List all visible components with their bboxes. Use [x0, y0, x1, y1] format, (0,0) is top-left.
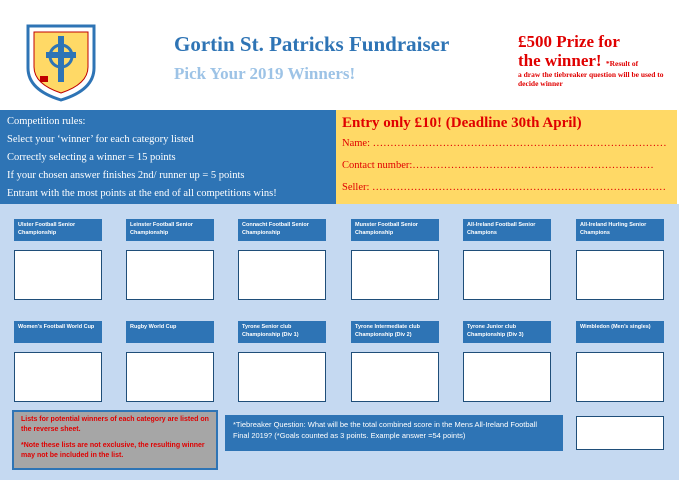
pick-box-munster-football[interactable]: [351, 250, 439, 300]
category-label: Tyrone Junior club Championship (Div 3): [463, 321, 551, 343]
pick-box-rugby-world-cup[interactable]: [126, 352, 214, 402]
pick-box-leinster-football[interactable]: [126, 250, 214, 300]
rules-line: Correctly selecting a winner = 15 points: [7, 152, 176, 163]
pick-box-womens-world-cup[interactable]: [14, 352, 102, 402]
rules-line: Select your ‘winner’ for each category listed: [7, 134, 194, 145]
pick-box-tyrone-intermediate[interactable]: [351, 352, 439, 402]
prize-heading: [518, 32, 638, 70]
pick-box-all-ireland-hurling[interactable]: [576, 250, 664, 300]
page-subtitle: Pick Your 2019 Winners!: [174, 64, 356, 83]
category-label: Ulster Football Senior Championship: [14, 219, 102, 241]
category-label: Tyrone Senior club Championship (Div 1): [238, 321, 326, 343]
entry-panel: [336, 110, 677, 204]
category-label: Women’s Football World Cup: [14, 321, 102, 343]
category-label: Connacht Football Senior Championship: [238, 219, 326, 241]
rules-line: Entrant with the most points at the end of all competitions wins!: [7, 188, 277, 199]
pick-box-tyrone-senior[interactable]: [238, 352, 326, 402]
pick-box-tyrone-junior[interactable]: [463, 352, 551, 402]
rules-line: Competition rules:: [7, 116, 86, 127]
lists-disclaimer-text: *Note these lists are not exclusive, the resulting winner may not be included in the list.: [21, 442, 205, 459]
pick-box-ulster-football[interactable]: [14, 250, 102, 300]
name-field[interactable]: Name: …………………………………………………………………………: [342, 138, 667, 149]
entry-title: Entry only £10! (Deadline 30th April): [342, 115, 582, 131]
lists-note-text: Lists for potential winners of each category are listed on the reverse sheet.: [21, 416, 209, 433]
rules-line: If your chosen answer finishes 2nd/ runner up = 5 points: [7, 170, 245, 181]
club-crest-logo: [22, 22, 100, 102]
pick-box-all-ireland-football[interactable]: [463, 250, 551, 300]
pick-box-connacht-football[interactable]: [238, 250, 326, 300]
category-label: Wimbledon (Men’s singles): [576, 321, 664, 343]
seller-field[interactable]: Seller: …………………………………………………………………………: [342, 182, 667, 193]
category-label: All-Ireland Football Senior Champions: [463, 219, 551, 241]
tiebreaker-question: *Tiebreaker Question: What will be the total combined score in the Mens All-Ireland Football Final 2019? (*Goals counted as 3 points. Example answer =54 points): [225, 415, 563, 451]
category-label: All-Ireland Hurling Senior Champions: [576, 219, 664, 241]
tiebreaker-answer-box[interactable]: [576, 416, 664, 450]
category-label: Rugby World Cup: [126, 321, 214, 343]
category-label: Leinster Football Senior Championship: [126, 219, 214, 241]
prize-line-2: the winner! *Result of: [518, 51, 639, 70]
prize-note: a draw the tiebreaker question will be used to decide winner: [518, 70, 664, 88]
lists-note: [12, 410, 218, 470]
competition-rules-panel: [0, 110, 336, 204]
contact-number-field[interactable]: Contact number:……………………………………………………………: [342, 160, 654, 171]
prize-note-start: *Result of: [605, 59, 639, 68]
category-label: Tyrone Intermediate club Championship (Div 2): [351, 321, 439, 343]
category-label: Munster Football Senior Championship: [351, 219, 439, 241]
page-title: Gortin St. Patricks Fundraiser: [174, 32, 450, 56]
prize-line-1: £500 Prize for: [518, 32, 620, 51]
pick-box-wimbledon[interactable]: [576, 352, 664, 402]
